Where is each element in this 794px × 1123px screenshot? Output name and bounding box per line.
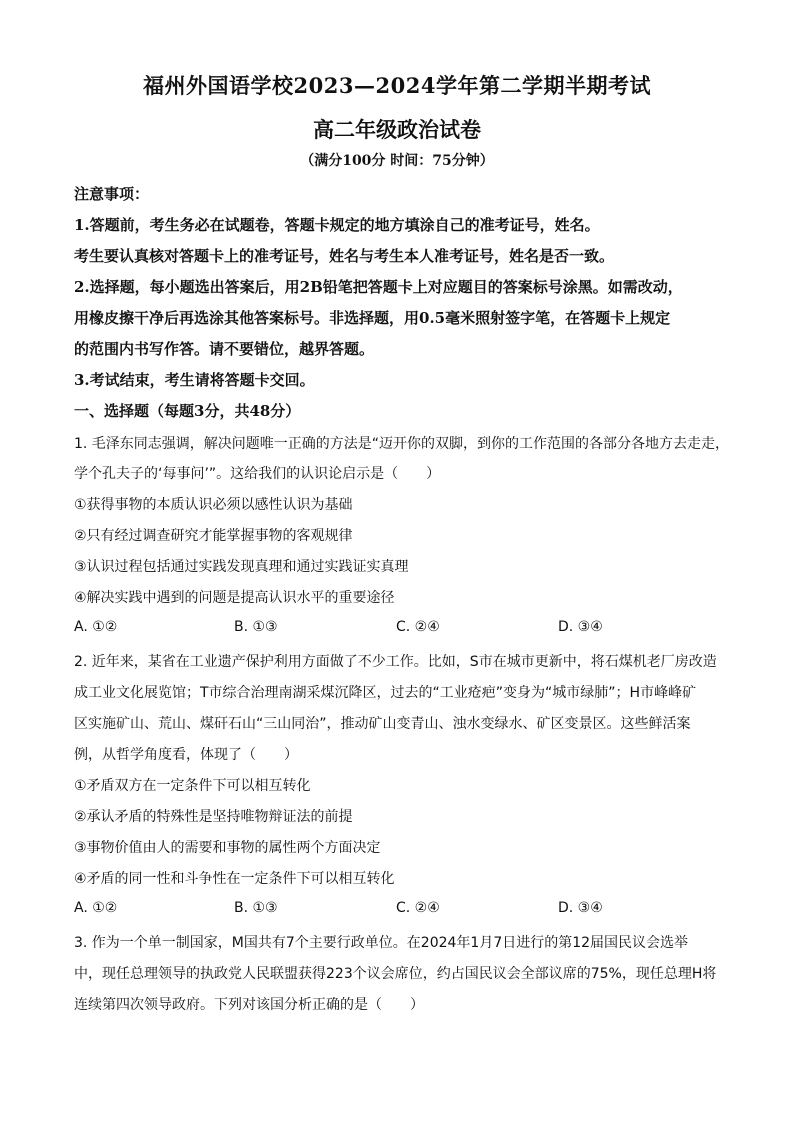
question-stem: 3. 作为一个单一制国家，M国共有7个主要行政单位。在2024年1月7日进行的第12届国民议会选举 <box>74 935 689 951</box>
notice-line: 的范围内书写作答。请不要错位，越界答题。 <box>74 340 375 358</box>
question-stem: 成工业文化展览馆；T市综合治理南湖采煤沉降区，过去的“工业疮疤”变身为“城市绿肺”；H市峰峰矿 <box>74 685 697 701</box>
option-c: C. ②④ <box>396 900 440 916</box>
question-item: ③认识过程包括通过实践发现真理和通过实践证实真理 <box>74 559 409 575</box>
question-stem: 例，从哲学角度看，体现了（ ） <box>74 747 298 763</box>
option-c: C. ②④ <box>396 619 440 635</box>
notice-line: 3.考试结束，考生请将答题卡交回。 <box>74 371 315 389</box>
option-d: D. ③④ <box>558 619 603 635</box>
question-stem: 连续第四次领导政府。下列对该国分析正确的是（ ） <box>74 997 424 1013</box>
question-item: ①获得事物的本质认识必须以感性认识为基础 <box>74 497 353 513</box>
notice-heading: 注意事项： <box>74 185 150 203</box>
option-b: B. ①③ <box>234 900 278 916</box>
question-item: ④解决实践中遇到的问题是提高认识水平的重要途径 <box>74 590 395 606</box>
option-a: A. ①② <box>74 619 118 635</box>
exam-subtitle: 高二年级政治试卷 <box>313 117 481 142</box>
option-b: B. ①③ <box>234 619 278 635</box>
notice-line: 用橡皮擦干净后再选涂其他答案标号。非选择题，用0.5毫米照射签字笔，在答题卡上规定 <box>74 309 671 327</box>
question-item: ③事物价值由人的需要和事物的属性两个方面决定 <box>74 840 381 856</box>
question-stem: 学个孔夫子的‘每事问’”。这给我们的认识论启示是（ ） <box>74 466 441 482</box>
exam-title: 福州外国语学校2023—2024学年第二学期半期考试 <box>143 73 651 98</box>
question-stem: 中，现任总理领导的执政党人民联盟获得223个议会席位，约占国民议会全部议席的75%，现任总理H将 <box>74 966 717 982</box>
option-d: D. ③④ <box>558 900 603 916</box>
notice-line: 1.答题前，考生务必在试题卷，答题卡规定的地方填涂自己的准考证号，姓名。 <box>74 216 600 234</box>
notice-line: 考生要认真核对答题卡上的准考证号，姓名与考生本人准考证号，姓名是否一致。 <box>74 247 615 265</box>
question-item: ①矛盾双方在一定条件下可以相互转化 <box>74 778 311 794</box>
question-item: ④矛盾的同一性和斗争性在一定条件下可以相互转化 <box>74 871 395 887</box>
notice-line: 2.选择题，每小题选出答案后，用2B铅笔把答题卡上对应题目的答案标号涂黑。如需改动， <box>74 278 683 296</box>
question-item: ②承认矛盾的特殊性是坚持唯物辩证法的前提 <box>74 809 353 825</box>
option-a: A. ①② <box>74 900 118 916</box>
question-item: ②只有经过调查研究才能掌握事物的客观规律 <box>74 528 353 544</box>
question-stem: 2. 近年来，某省在工业遗产保护利用方面做了不少工作。比如，S市在城市更新中，将石煤机老厂房改造 <box>74 654 717 670</box>
question-stem: 1. 毛泽东同志强调，解决问题唯一正确的方法是“迈开你的双脚，到你的工作范围的各部分各地方去走走， <box>74 436 730 452</box>
question-stem: 区实施矿山、荒山、煤矸石山“三山同治”，推动矿山变青山、浊水变绿水、矿区变景区。这些鲜活案 <box>74 716 691 732</box>
exam-info: （满分100分 时间：75分钟） <box>300 153 494 169</box>
section-heading: 一、选择题（每题3分，共48分） <box>74 402 301 420</box>
